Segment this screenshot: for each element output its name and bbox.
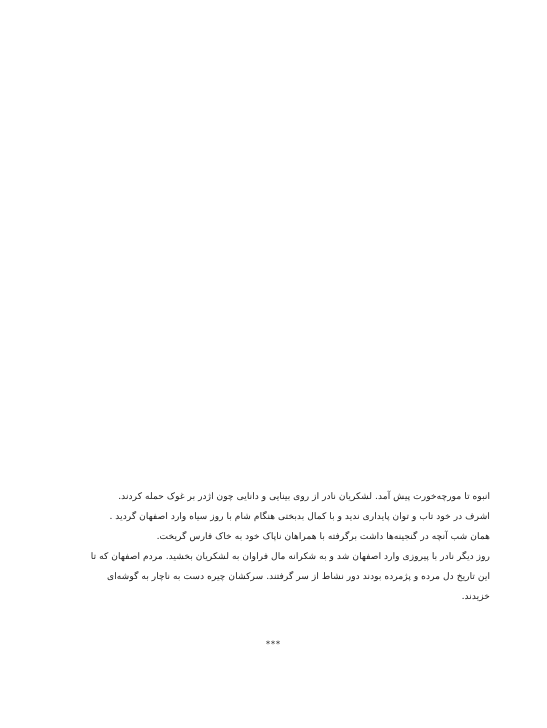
text-line: اشرف در خود تاب و توان پایداری ندید و با کمال بدبختی هنگام شام با روز سیاه وارد اصفهان گردید .: [109, 511, 490, 522]
text-line: خزیدند.: [461, 591, 490, 602]
section-separator: ***: [266, 640, 281, 649]
text-line: این تاریخ دل مرده و پژمرده بودند دور نشاط از سر گرفتند. سرکشان چیره دست به ناچار به گوشه‌ای: [107, 571, 490, 582]
text-line: روز دیگر نادر با پیروزی وارد اصفهان شد و به شکرانه مال فراوان به لشکریان بخشید. مردم اصفهان که تا: [90, 551, 490, 562]
text-line: انبوه تا مورچه‌خورت پیش آمد. لشکریان نادر از روی بینایی و دانایی چون اژدر بر غوک حمله کردند.: [118, 491, 490, 502]
text-line: همان شب آنچه در گنجینه‌ها داشت برگرفته با همراهان ناپاک خود به خاک فارس گریخت.: [156, 531, 490, 542]
body-text: [70, 487, 490, 607]
